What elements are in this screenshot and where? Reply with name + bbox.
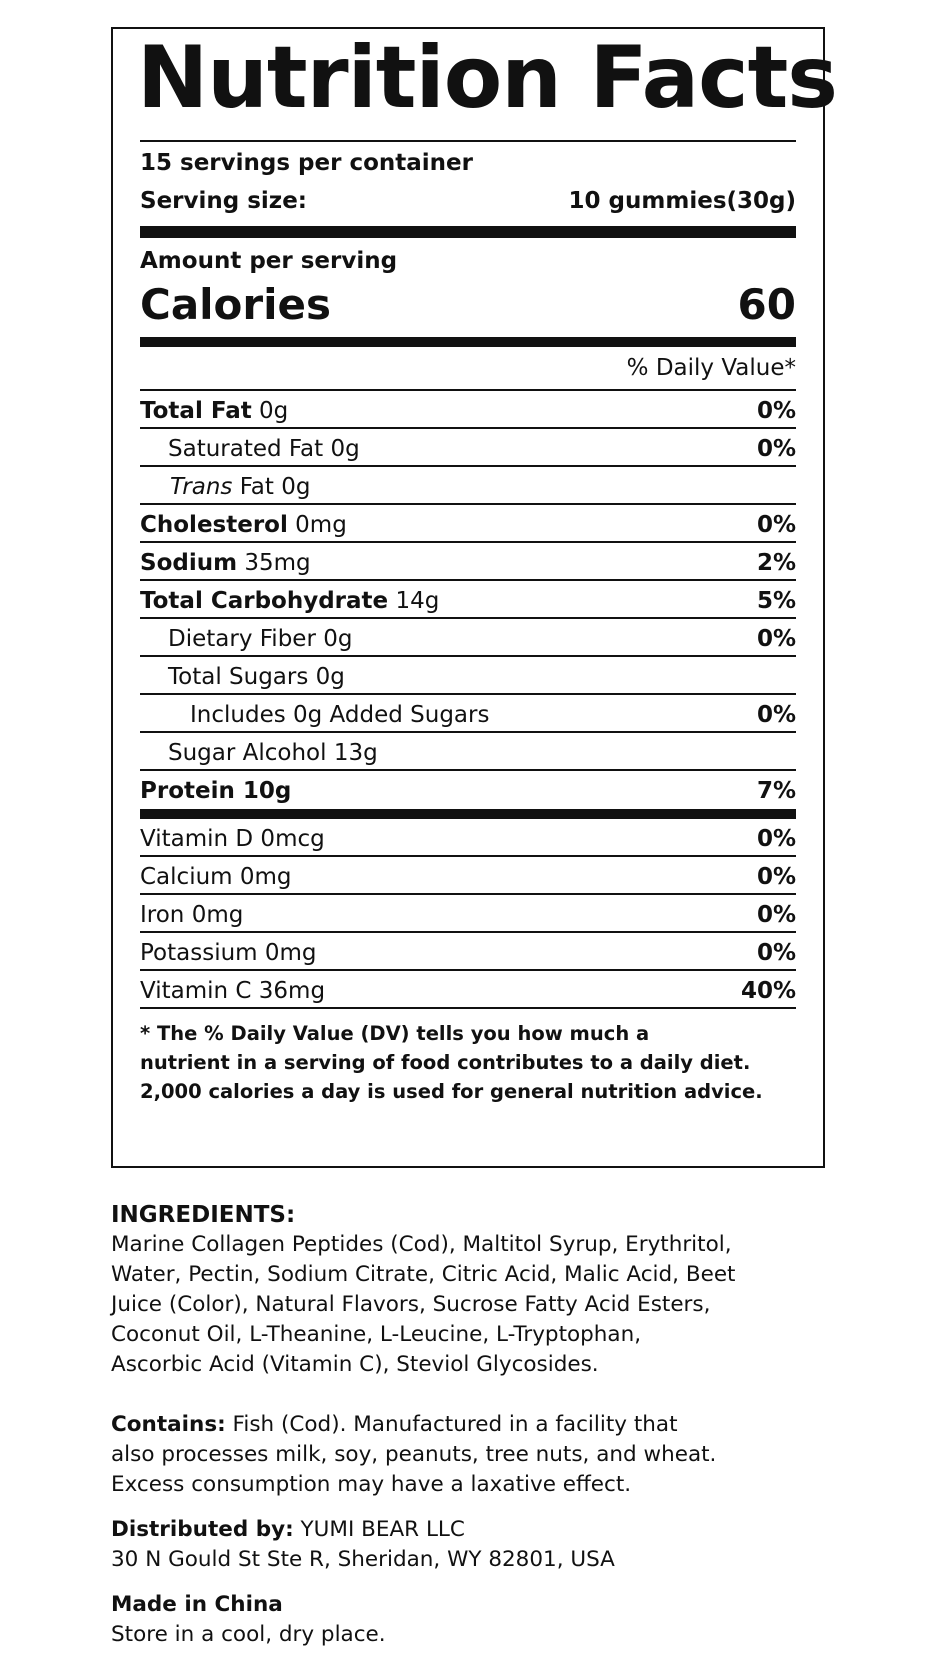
vitamin-row-vitamin-d	[140, 819, 796, 857]
nutrient-name: Total Sugars 0g	[168, 664, 345, 690]
nutrient-dv: 0%	[756, 702, 796, 728]
nutrient-dv: 5%	[756, 588, 796, 614]
nutrient-row-protein	[140, 771, 796, 809]
vitamin-name: Calcium 0mg	[140, 864, 292, 890]
nutrition-facts-title: Nutrition Facts	[137, 28, 837, 128]
nutrient-dv: 7%	[756, 778, 796, 804]
vitamin-row-calcium	[140, 857, 796, 895]
nutrient-amount: 0g	[330, 436, 360, 462]
vitamin-dv: 0%	[756, 864, 796, 890]
vitamin-row-vitamin-c	[140, 971, 796, 1009]
nutrition-facts-inner	[137, 28, 837, 1166]
nutrient-amount: Fat 0g	[239, 474, 311, 500]
serving-thick-divider	[140, 226, 796, 238]
nutrient-name: Sugar Alcohol 13g	[168, 740, 378, 766]
nutrient-amount: 35mg	[244, 550, 311, 576]
servings-per-container: 15 servings per container	[140, 150, 473, 176]
nutrient-name: Saturated Fat	[168, 436, 324, 462]
vitamin-name: Iron 0mg	[140, 902, 244, 928]
contains-line: Excess consumption may have a laxative effect.	[111, 1472, 632, 1497]
nutrient-row-cholesterol	[140, 505, 796, 543]
nutrient-name: Dietary Fiber 0g	[168, 626, 353, 652]
distributor-section	[111, 1515, 851, 1575]
amount-per-serving: Amount per serving	[140, 248, 398, 274]
contains-line: Fish (Cod). Manufactured in a facility that	[225, 1412, 678, 1437]
nutrient-dv: 2%	[756, 550, 796, 576]
vitamin-row-iron	[140, 895, 796, 933]
title-divider	[140, 140, 796, 142]
vitamin-dv: 0%	[756, 826, 796, 852]
nutrient-name: Includes 0g Added Sugars	[190, 702, 490, 728]
daily-value-footnote	[140, 1019, 796, 1106]
nutrient-row-dietary-fiber	[140, 619, 796, 657]
nutrient-row-saturated-fat	[140, 429, 796, 467]
contains-label: Contains:	[111, 1412, 226, 1437]
nutrient-row-sugar-alcohol	[140, 733, 796, 771]
nutrient-amount: 14g	[395, 588, 440, 614]
nutrient-row-trans-fat	[140, 467, 796, 505]
footnote-line: nutrient in a serving of food contributes to a daily diet.	[140, 1051, 751, 1074]
calories-thick-divider	[140, 337, 796, 347]
nutrient-name: Total Carbohydrate	[140, 588, 389, 614]
nutrient-name: Trans	[170, 474, 233, 500]
nutrient-dv: 0%	[756, 512, 796, 538]
origin-section	[111, 1590, 851, 1650]
ingredients-line: Marine Collagen Peptides (Cod), Maltitol Syrup, Erythritol,	[111, 1232, 732, 1257]
vitamin-dv: 40%	[740, 978, 796, 1004]
vitamin-name: Potassium 0mg	[140, 940, 317, 966]
distributor-address: 30 N Gould St Ste R, Sheridan, WY 82801, USA	[111, 1547, 615, 1572]
calories-value: 60	[737, 280, 796, 329]
nutrient-name: Protein 10g	[140, 778, 292, 804]
contains-section	[111, 1410, 851, 1500]
nutrient-name: Total Fat	[140, 398, 252, 424]
nutrient-row-added-sugars	[140, 695, 796, 733]
footnote-line: * The % Daily Value (DV) tells you how much a	[140, 1022, 650, 1045]
nutrient-row-total-fat	[140, 391, 796, 429]
ingredients-line: Water, Pectin, Sodium Citrate, Citric Acid, Malic Acid, Beet	[111, 1262, 736, 1287]
ingredients-section	[111, 1200, 851, 1380]
footnote-line: 2,000 calories a day is used for general nutrition advice.	[140, 1080, 763, 1103]
nutrient-dv: 0%	[756, 398, 796, 424]
protein-thick-divider	[140, 809, 796, 819]
nutrient-name: Cholesterol	[140, 512, 288, 538]
distributor-label: Distributed by:	[111, 1517, 294, 1542]
nutrient-row-total-sugars	[140, 657, 796, 695]
nutrient-dv: 0%	[756, 626, 796, 652]
vitamin-name: Vitamin C 36mg	[140, 978, 326, 1004]
storage-instructions: Store in a cool, dry place.	[111, 1622, 386, 1647]
vitamin-dv: 0%	[756, 940, 796, 966]
nutrient-name: Sodium	[140, 550, 238, 576]
vitamin-row-potassium	[140, 933, 796, 971]
ingredients-line: Juice (Color), Natural Flavors, Sucrose Fatty Acid Esters,	[111, 1292, 711, 1317]
daily-value-header: % Daily Value*	[626, 355, 796, 381]
nutrition-facts-panel	[111, 27, 837, 1168]
serving-size-value: 10 gummies(30g)	[568, 188, 796, 214]
serving-size-row	[140, 190, 796, 213]
nutrient-dv: 0%	[756, 436, 796, 462]
vitamin-dv: 0%	[756, 902, 796, 928]
origin-label: Made in China	[111, 1592, 283, 1617]
nutrient-amount: 0mg	[295, 512, 347, 538]
ingredients-line: Ascorbic Acid (Vitamin C), Steviol Glycosides.	[111, 1352, 599, 1377]
vitamin-name: Vitamin D 0mcg	[140, 826, 325, 852]
row-divider	[140, 1007, 796, 1009]
nutrient-row-sodium	[140, 543, 796, 581]
nutrient-row-total-carbohydrate	[140, 581, 796, 619]
calories-row	[140, 280, 796, 329]
distributor-name: YUMI BEAR LLC	[293, 1517, 465, 1542]
nutrient-amount: 0g	[259, 398, 289, 424]
contains-line: also processes milk, soy, peanuts, tree nuts, and wheat.	[111, 1442, 717, 1467]
calories-label: Calories	[140, 280, 332, 329]
ingredients-line: Coconut Oil, L-Theanine, L-Leucine, L-Tryptophan,	[111, 1322, 642, 1347]
serving-size-label: Serving size:	[140, 188, 307, 214]
ingredients-title: INGREDIENTS:	[111, 1202, 296, 1228]
